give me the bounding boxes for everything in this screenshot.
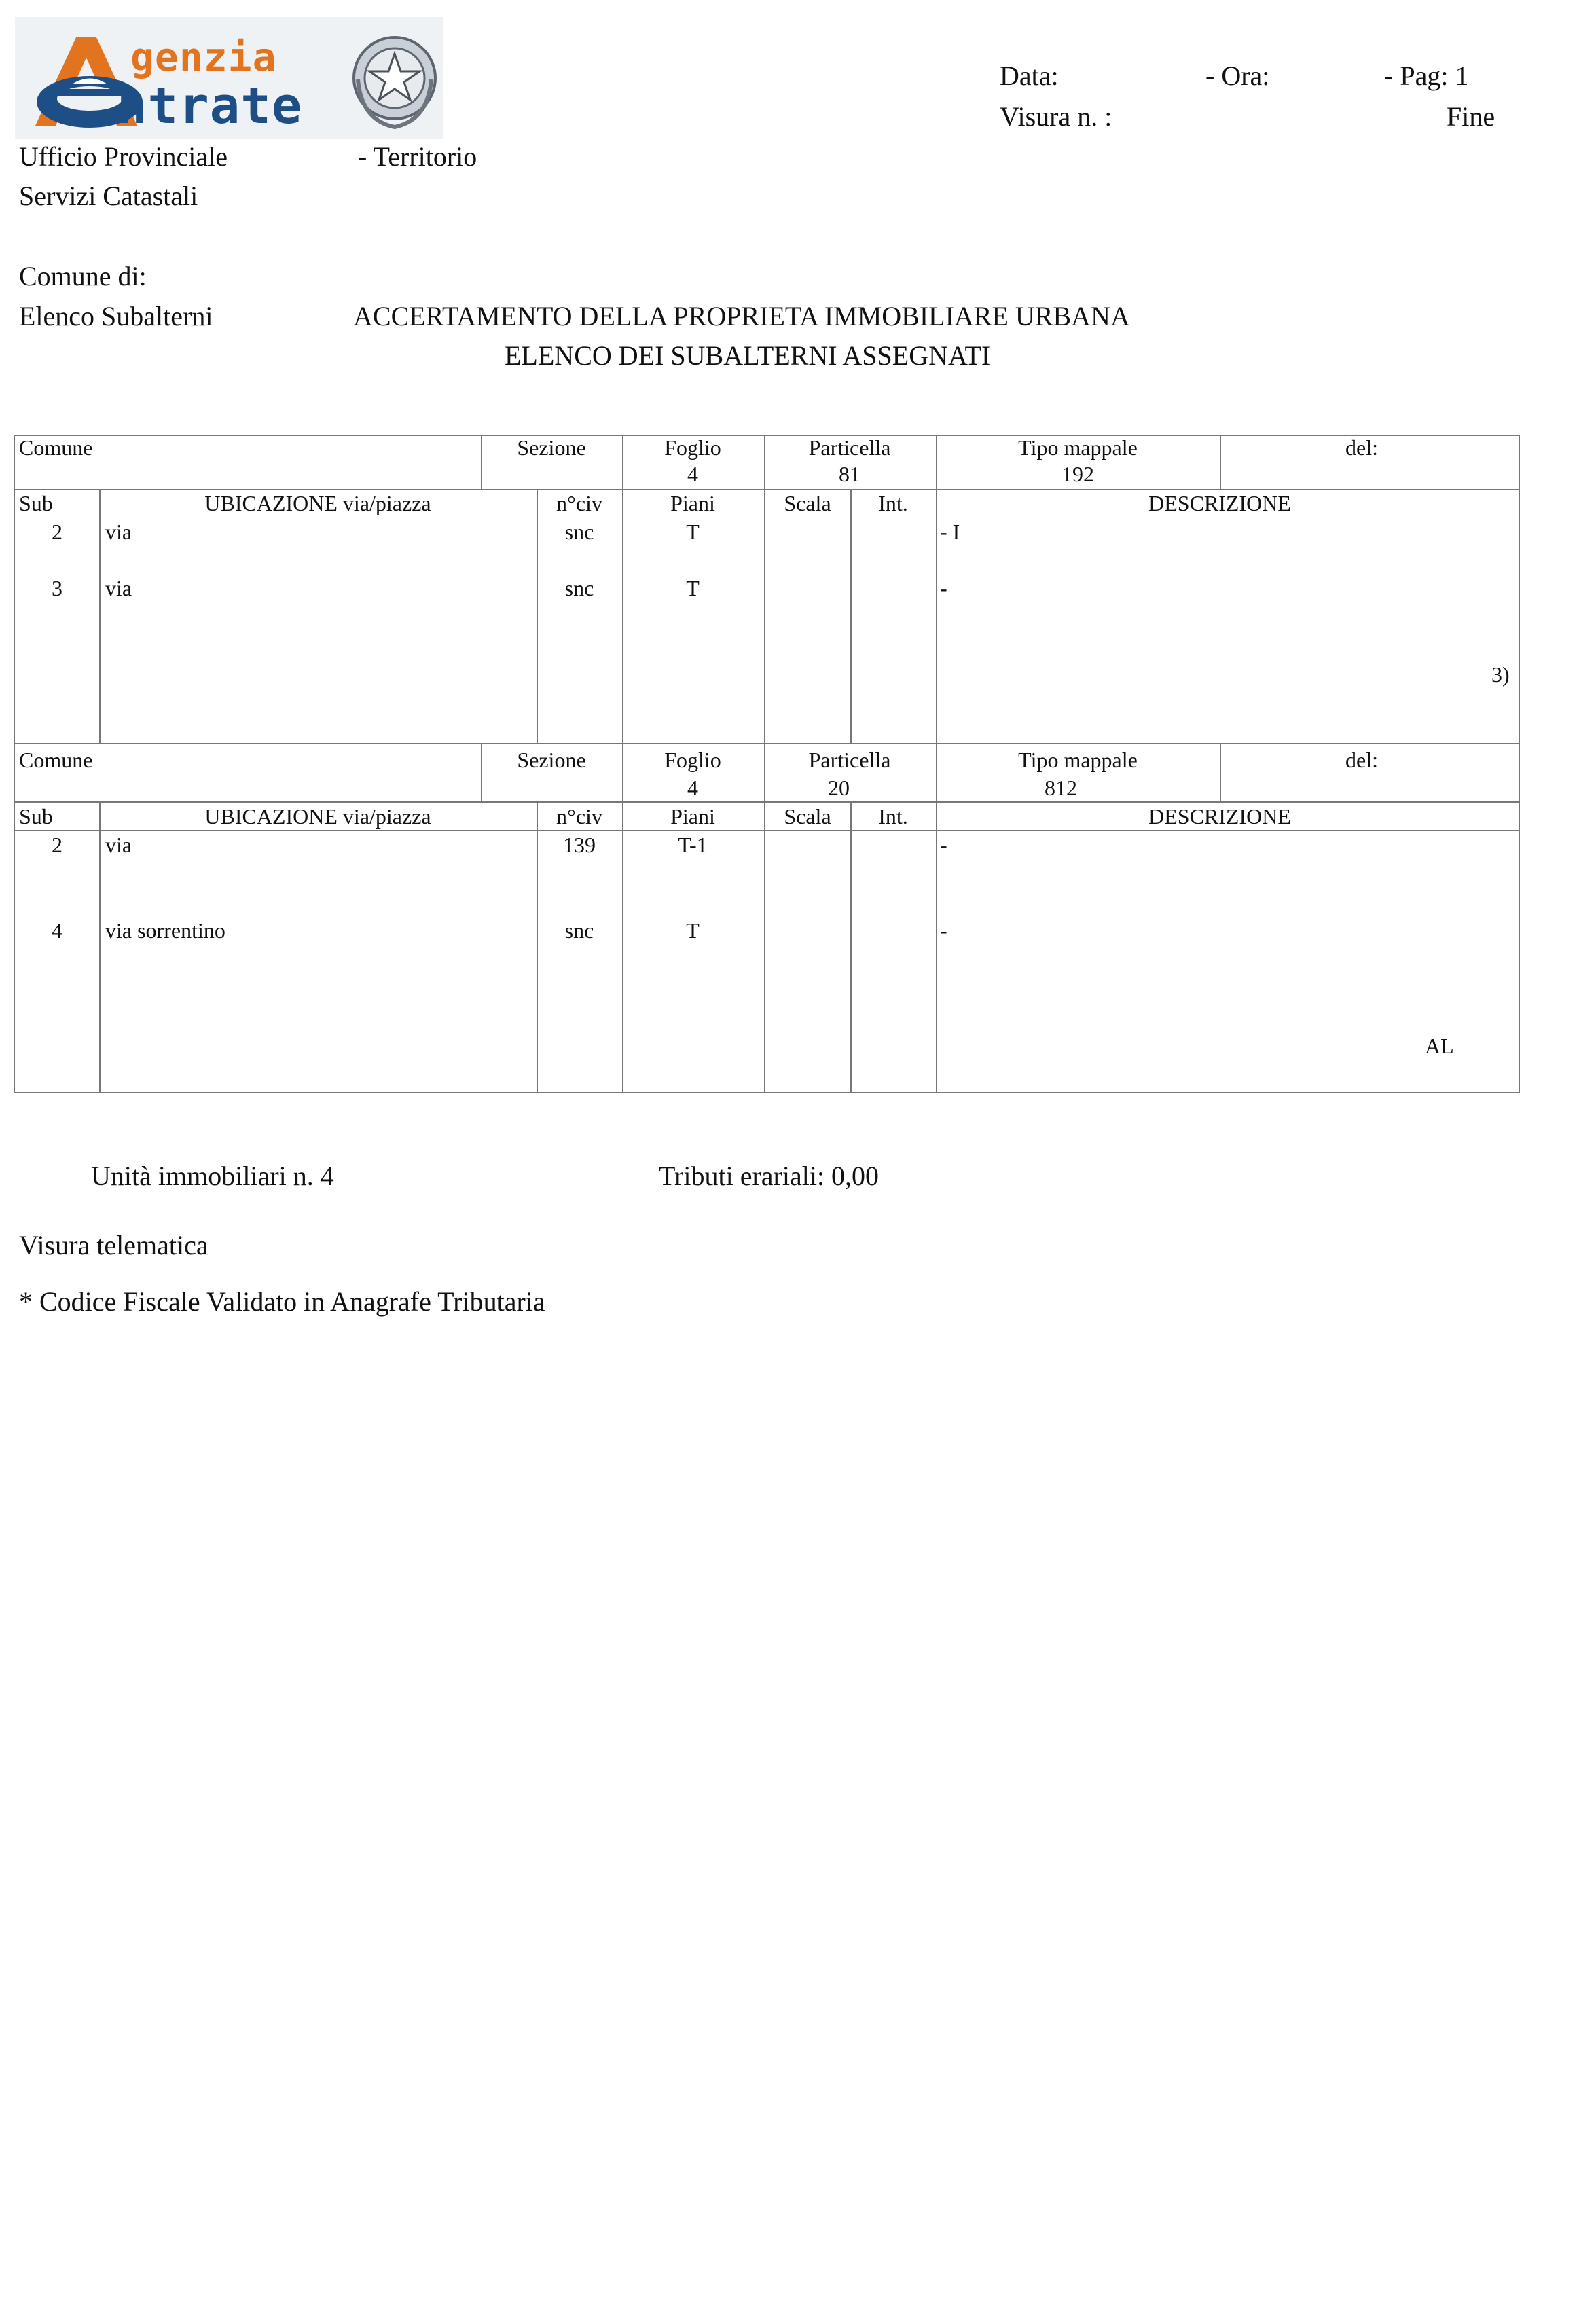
col-int: Int. [878,804,908,829]
visura-number-label: Visura n. : [1000,101,1112,132]
logo-word-genzia: genzia [130,34,277,80]
document-subtitle: ELENCO DEI SUBALTERNI ASSEGNATI [505,340,991,371]
subalterni-table [14,435,1520,1093]
col-descrizione: DESCRIZIONE [1148,491,1291,515]
row-sub: 3 [52,576,62,600]
col-foglio: Foglio [664,435,721,460]
col-int: Int. [878,491,908,515]
row-via: via sorrentino [105,918,225,943]
row-descrizione: - I [940,520,960,544]
row-piani: T [686,576,700,600]
row-via: via [105,833,132,857]
particella-value: 20 [828,776,850,800]
col-particella: Particella [808,748,891,772]
row-descrizione-tail: 3) [1491,662,1510,687]
row-sub: 4 [52,918,62,943]
tributi-erariali: Tributi erariali: 0,00 [659,1161,879,1191]
unita-immobiliari-count: Unità immobiliari n. 4 [91,1161,334,1191]
col-scala: Scala [784,804,831,829]
servizi-catastali-label: Servizi Catastali [19,181,198,211]
row-piani: T [686,520,700,544]
col-del: del: [1345,748,1378,772]
row-nciv: snc [564,520,594,544]
italian-republic-emblem-icon [348,25,441,134]
col-sub: Sub [19,804,53,829]
col-ubicazione: UBICAZIONE via/piazza [204,491,431,515]
col-descrizione: DESCRIZIONE [1148,804,1291,829]
row-descrizione: - [940,918,947,943]
row-piani: T-1 [678,833,708,857]
row-sub: 2 [52,833,62,857]
tipo-mappale-value: 812 [1045,776,1077,800]
logo-word-ntrate: ntrate [117,77,303,135]
col-comune: Comune [19,748,93,772]
col-foglio: Foglio [664,748,721,772]
col-nciv: n°civ [556,804,602,829]
col-sub: Sub [19,491,53,515]
fine-label: Fine [1447,101,1495,132]
visura-telematica-label: Visura telematica [19,1230,208,1260]
data-label: Data: [1000,60,1059,91]
agenzia-entrate-logo [15,17,443,139]
ufficio-provinciale-label: Ufficio Provinciale [19,141,228,172]
row-via: via [105,576,132,600]
tipo-mappale-value: 192 [1062,462,1094,486]
row-sub: 2 [52,520,62,544]
col-tipo-mappale: Tipo mappale [1018,748,1138,772]
codice-fiscale-note: * Codice Fiscale Validato in Anagrafe Tributaria [19,1286,545,1317]
foglio-value: 4 [687,462,698,486]
col-piani: Piani [670,491,715,515]
page-indicator: - Pag: 1 [1384,60,1469,91]
col-piani: Piani [670,804,715,829]
elenco-subalterni-label: Elenco Subalterni [19,301,213,331]
row-descrizione-tail: AL [1425,1034,1454,1058]
document-title: ACCERTAMENTO DELLA PROPRIETA IMMOBILIARE URBANA [353,301,1130,331]
row-descrizione: - [940,576,947,600]
col-sezione: Sezione [517,748,586,772]
territorio-label: - Territorio [358,141,477,172]
row-nciv: 139 [563,833,596,857]
col-nciv: n°civ [556,491,602,515]
col-particella: Particella [808,435,891,460]
col-comune: Comune [19,435,93,460]
row-nciv: snc [564,576,594,600]
foglio-value: 4 [687,776,698,800]
col-del: del: [1345,435,1378,460]
col-ubicazione: UBICAZIONE via/piazza [204,804,431,829]
particella-value: 81 [839,462,860,486]
row-descrizione: - [940,833,947,857]
col-sezione: Sezione [517,435,586,460]
col-tipo-mappale: Tipo mappale [1018,435,1138,460]
row-piani: T [686,918,700,943]
row-via: via [105,520,132,544]
comune-label: Comune di: [19,261,147,291]
col-scala: Scala [784,491,831,515]
ora-label: - Ora: [1205,60,1270,91]
row-nciv: snc [564,918,594,943]
